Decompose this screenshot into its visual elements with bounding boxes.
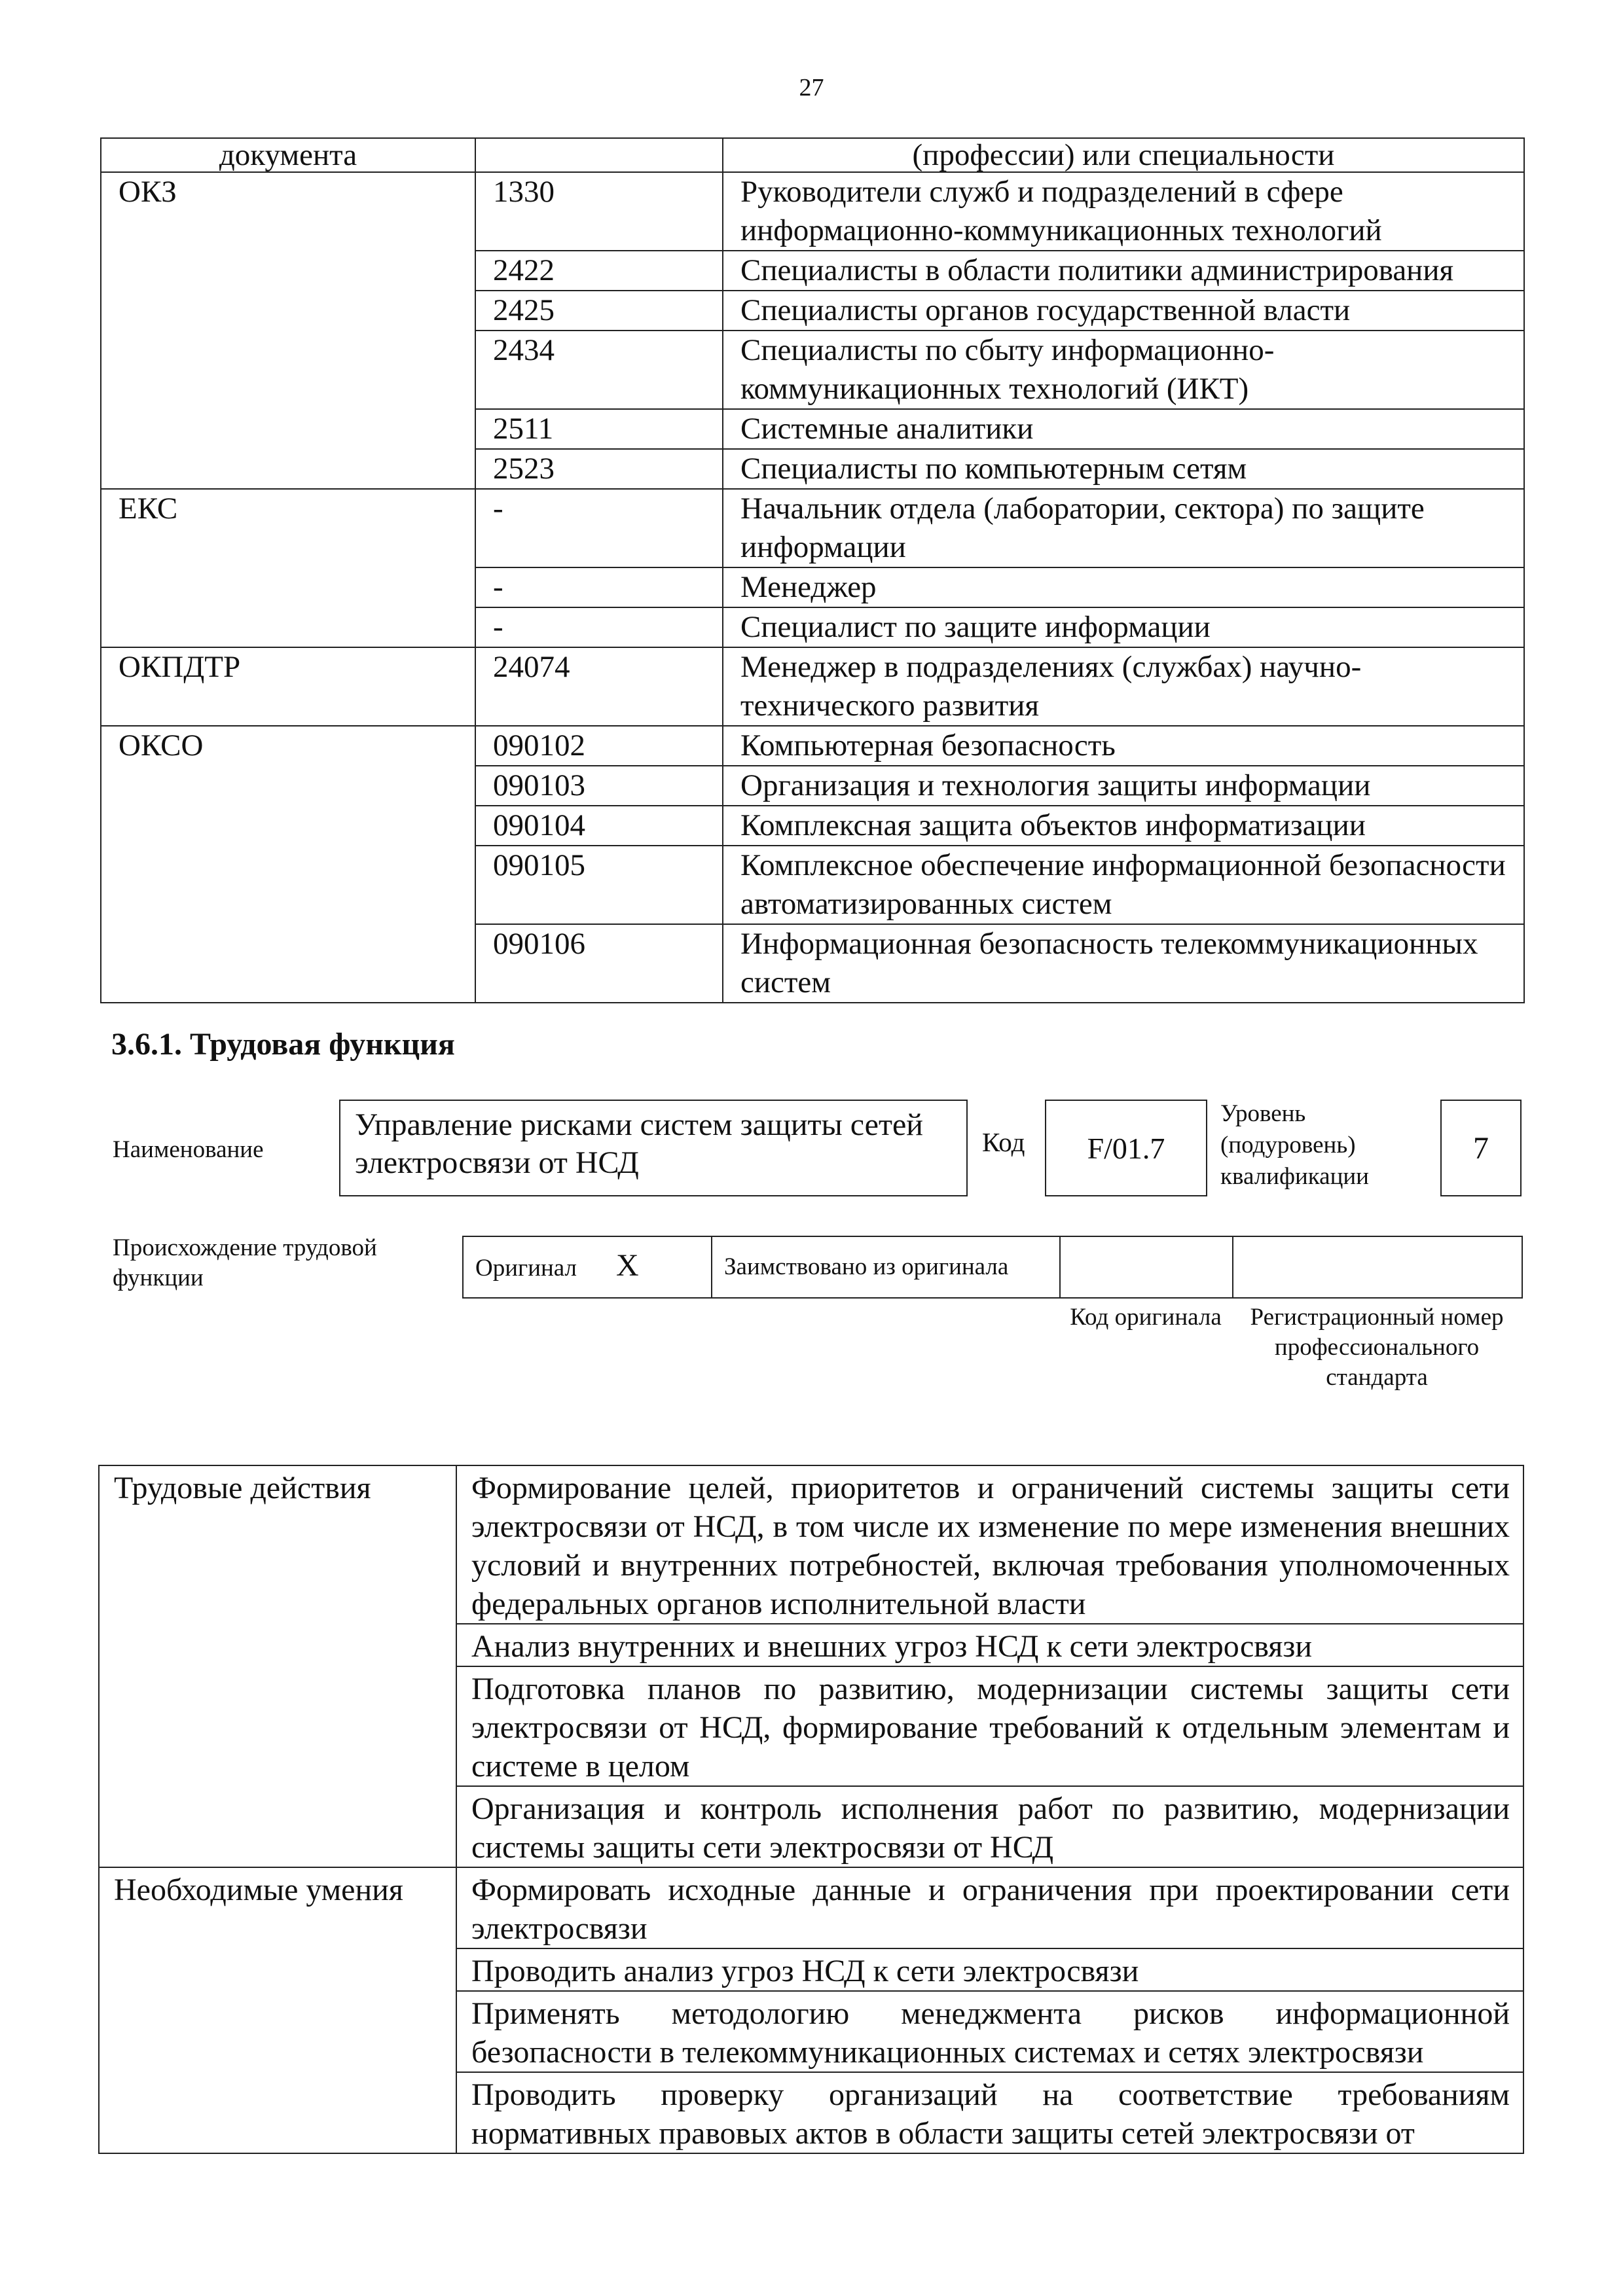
ref-group-cell [101,449,475,489]
section-heading-cell [99,1948,456,1991]
ref-title-cell: Специалист по защите информации [723,607,1524,647]
actions-skills-table [98,1465,1524,2154]
ref-header-col1: документа [101,138,475,172]
original-code-cell [1060,1236,1233,1298]
ref-title-cell: Специалисты в области политики администрирования [723,251,1524,291]
ref-group-cell [101,331,475,409]
ref-title-cell: Руководители служб и подразделений в сфере информационно-коммуникационных технологий [723,172,1524,251]
ref-title-cell: Специалисты по сбыту информационно-коммуникационных технологий (ИКТ) [723,331,1524,409]
item-cell: Подготовка планов по развитию, модернизации системы защиты сети электросвязи от НСД, формирование требований к отдельным элементам и системе в целом [456,1666,1523,1786]
ref-title-cell: Менеджер в подразделениях (службах) научно-технического развития [723,647,1524,726]
section-heading-cell [99,1666,456,1786]
level-value-box: 7 [1440,1100,1522,1196]
item-cell: Формирование целей, приоритетов и ограничений системы защиты сети электросвязи от НСД, в том числе их изменение по мере изменения внешних условий и внутренних потребностей, включая требования уполномоченных федеральных органов исполнительной власти [456,1465,1523,1624]
ref-title-cell: Комплексная защита объектов информатизации [723,806,1524,846]
ref-group-cell: ЕКС [101,489,475,567]
level-label: Уровень (подуровень) квалификации [1220,1100,1369,1190]
item-cell: Организация и контроль исполнения работ по развитию, модернизации системы защиты сети электросвязи от НСД [456,1786,1523,1867]
ref-code-cell: - [475,567,723,607]
ref-table-row [101,726,1524,766]
reg-number-cell [1233,1236,1522,1298]
ref-table-row [101,251,1524,291]
ref-code-cell: - [475,607,723,647]
actions-table-row [99,1786,1523,1867]
actions-table-row [99,1948,1523,1991]
ref-group-cell [101,806,475,846]
ref-group-cell [101,291,475,331]
ref-title-cell: Компьютерная безопасность [723,726,1524,766]
origin-table [462,1236,1523,1299]
ref-title-cell: Информационная безопасность телекоммуникационных систем [723,924,1524,1003]
ref-group-cell [101,846,475,924]
section-heading-cell [99,1624,456,1666]
ref-table-row [101,766,1524,806]
section-heading-cell: Трудовые действия [99,1465,456,1624]
ref-code-cell: 090106 [475,924,723,1003]
ref-code-cell: 1330 [475,172,723,251]
ref-table-row [101,846,1524,924]
reference-codes-table [100,137,1525,1003]
ref-table-row [101,291,1524,331]
ref-table-row [101,607,1524,647]
ref-code-cell: - [475,489,723,567]
ref-title-cell: Начальник отдела (лаборатории, сектора) по защите информации [723,489,1524,567]
ref-code-cell: 090105 [475,846,723,924]
ref-title-cell: Комплексное обеспечение информационной безопасности автоматизированных систем [723,846,1524,924]
ref-code-cell: 2523 [475,449,723,489]
ref-table-header-row [101,138,1524,172]
item-cell: Проводить проверку организаций на соответствие требованиям нормативных правовых актов в области защиты сетей электросвязи от [456,2072,1523,2153]
section-heading-cell [99,1786,456,1867]
ref-code-cell: 2511 [475,409,723,449]
ref-code-cell: 24074 [475,647,723,726]
ref-table-row [101,806,1524,846]
original-label: Оригинал [475,1255,577,1282]
ref-group-cell: ОКПДТР [101,647,475,726]
ref-code-cell: 090104 [475,806,723,846]
origin-label: Происхождение трудовой функции [113,1234,377,1291]
ref-table-row [101,409,1524,449]
actions-table-row [99,1624,1523,1666]
page-number: 27 [799,74,824,101]
actions-table-row [99,1465,1523,1624]
ref-table-row [101,924,1524,1003]
ref-table-row [101,449,1524,489]
item-cell: Проводить анализ угроз НСД к сети электросвязи [456,1948,1523,1991]
origin-original-cell [463,1236,712,1298]
code-label: Код [982,1127,1025,1157]
section-heading: 3.6.1. Трудовая функция [111,1027,455,1062]
ref-group-cell [101,766,475,806]
actions-table-row [99,1666,1523,1786]
ref-group-cell [101,567,475,607]
borrowed-label: Заимствовано из оригинала [712,1236,1060,1298]
section-heading-cell [99,1991,456,2072]
ref-group-cell [101,924,475,1003]
ref-title-cell: Специалисты по компьютерным сетям [723,449,1524,489]
ref-group-cell [101,607,475,647]
item-cell: Формировать исходные данные и ограничения при проектировании сети электросвязи [456,1867,1523,1948]
actions-table-row [99,1867,1523,1948]
item-cell: Применять методологию менеджмента рисков информационной безопасности в телекоммуникационных системах и сетях электросвязи [456,1991,1523,2072]
ref-group-cell [101,251,475,291]
ref-title-cell: Системные аналитики [723,409,1524,449]
ref-table-row [101,331,1524,409]
ref-code-cell: 2425 [475,291,723,331]
ref-table-row [101,567,1524,607]
ref-code-cell: 2422 [475,251,723,291]
section-heading-cell [99,2072,456,2153]
ref-code-cell: 090102 [475,726,723,766]
ref-title-cell: Специалисты органов государственной власти [723,291,1524,331]
code-caption: Код оригинала [1070,1304,1222,1331]
item-cell: Анализ внутренних и внешних угроз НСД к сети электросвязи [456,1624,1523,1666]
actions-table-row [99,1991,1523,2072]
ref-group-cell: ОКСО [101,726,475,766]
ref-header-col3: (профессии) или специальности [723,138,1524,172]
reg-caption: Регистрационный номер профессионального стандарта [1250,1304,1504,1391]
ref-title-cell: Менеджер [723,567,1524,607]
ref-header-col2 [475,138,723,172]
code-value-box: F/01.7 [1045,1100,1207,1196]
ref-table-row [101,489,1524,567]
ref-table-row [101,172,1524,251]
original-mark: X [616,1248,639,1283]
ref-table-row [101,647,1524,726]
section-heading-cell: Необходимые умения [99,1867,456,1948]
ref-code-cell: 090103 [475,766,723,806]
ref-group-cell: ОКЗ [101,172,475,251]
name-label: Наименование [113,1136,264,1163]
ref-title-cell: Организация и технология защиты информации [723,766,1524,806]
ref-code-cell: 2434 [475,331,723,409]
function-name-box: Управление рисками систем защиты сетей электросвязи от НСД [339,1100,968,1196]
actions-table-row [99,2072,1523,2153]
ref-group-cell [101,409,475,449]
